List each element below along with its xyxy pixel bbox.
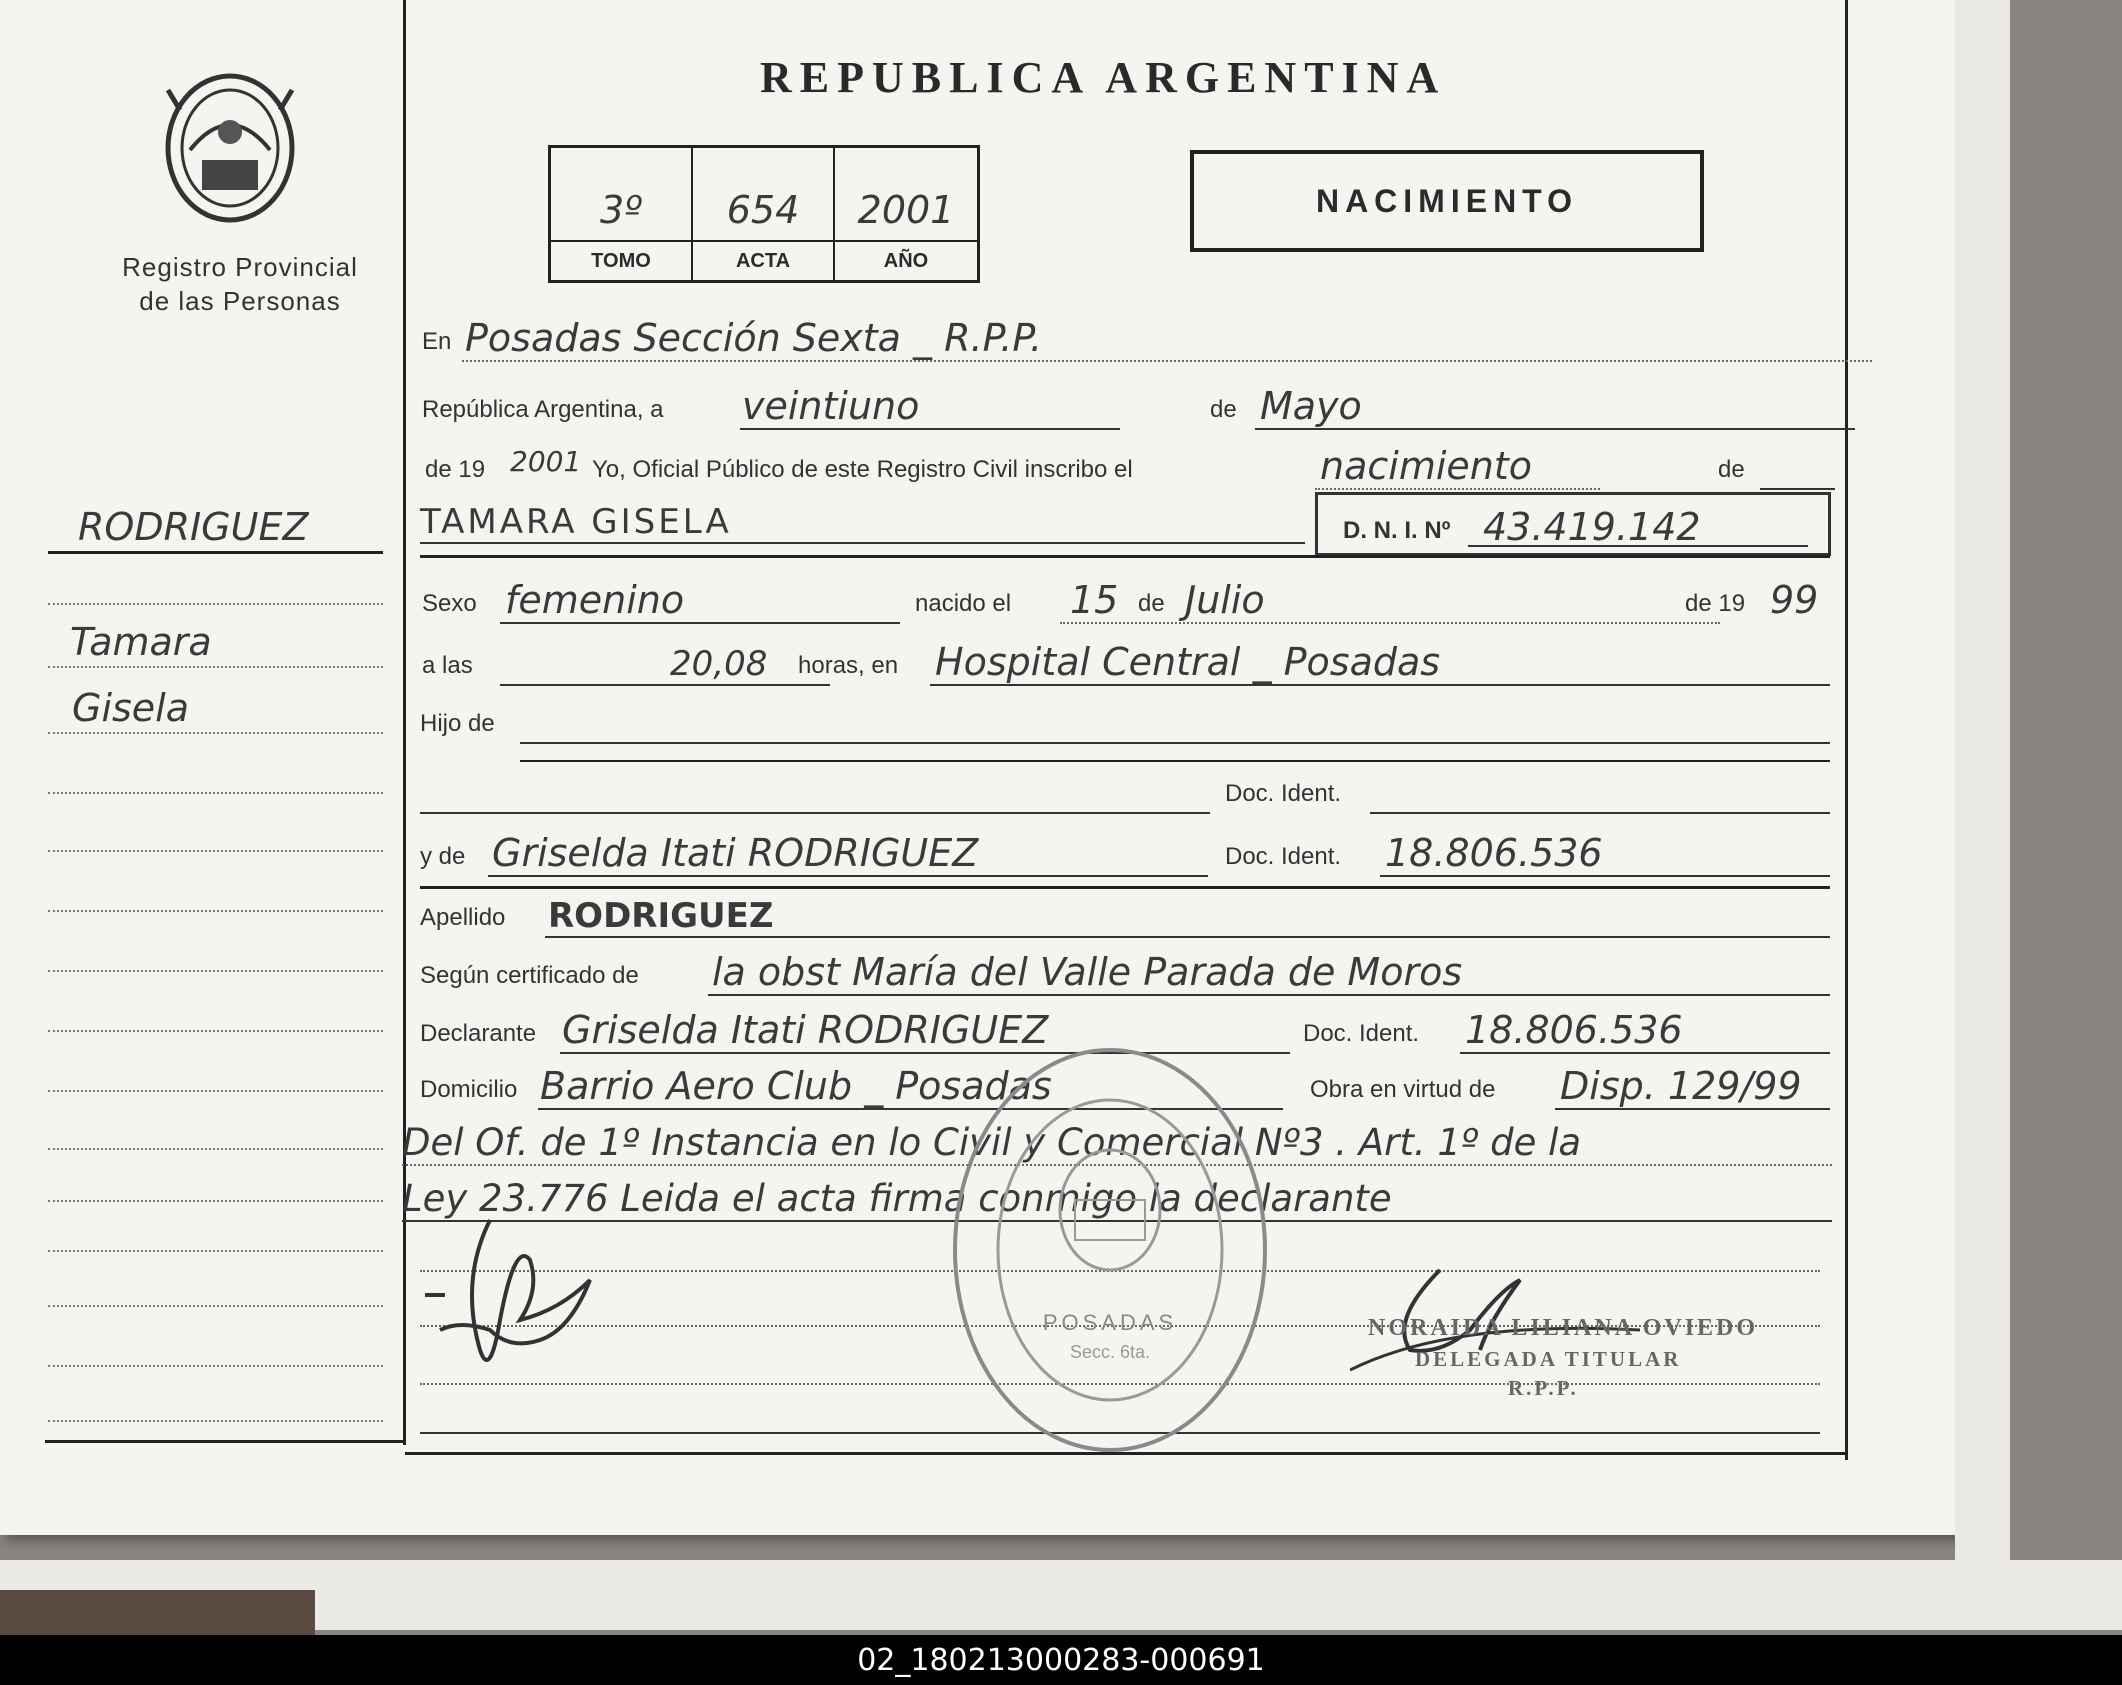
sexo-value: femenino [505, 578, 685, 622]
de-year-label: de 19 [425, 456, 486, 483]
row-hijo [420, 690, 1830, 746]
birth-line [1060, 622, 1720, 624]
row-mother [420, 823, 1830, 879]
official-office: R.P.P. [1508, 1376, 1579, 1400]
declarante-doc-label: Doc. Ident. [1303, 1020, 1420, 1047]
row-hour [420, 632, 1830, 688]
stub-line [48, 1365, 383, 1367]
sexo-label: Sexo [422, 590, 477, 617]
official-role: DELEGADA TITULAR [1415, 1347, 1682, 1371]
acta-value: 654 [726, 188, 800, 232]
registry-name-line2: de las Personas [139, 286, 341, 316]
segun-label: Según certificado de [420, 962, 639, 989]
notes-line2: Ley 23.776 Leida el acta firma conmigo la declarante [402, 1177, 1392, 1220]
tomo-value: 3º [599, 188, 643, 232]
en-label: En [422, 328, 452, 355]
y-de-label: y de [420, 843, 466, 870]
declarante-doc: 18.806.536 [1465, 1008, 1683, 1052]
stub-line [48, 666, 383, 668]
stub-surname: RODRIGUEZ [78, 505, 309, 549]
image-caption-bar [0, 1635, 2122, 1685]
a-las-label: a las [422, 652, 473, 679]
day-line [740, 428, 1120, 430]
de-label3: de [1138, 590, 1165, 617]
ano-value: 2001 [857, 188, 955, 232]
de-label2: de [1718, 456, 1745, 483]
place-line [930, 684, 1830, 686]
birth-year: 99 [1770, 578, 1819, 622]
hijo-line [520, 742, 1830, 744]
notes-line1: Del Of. de 1º Instancia en lo Civil y Comercial Nº3 . Art. 1º de la [402, 1121, 1582, 1164]
page-right-border [1845, 0, 1848, 1460]
month-line [1255, 428, 1855, 430]
sexo-line [500, 622, 900, 624]
hijo-label: Hijo de [420, 710, 495, 737]
horas-label: horas, en [798, 652, 899, 679]
stamp-section: Secc. 6ta. [1069, 1342, 1151, 1362]
row-en [420, 308, 1830, 364]
document-type: NACIMIENTO [1315, 182, 1579, 219]
stub-surname-line [48, 551, 383, 554]
republica-label: República Argentina, a [422, 396, 664, 423]
year-value: 2001 [510, 445, 582, 478]
month-value: Mayo [1260, 384, 1362, 428]
provincial-seal-icon [160, 70, 300, 225]
father-line [420, 812, 1210, 814]
oficial-text: Yo, Oficial Público de este Registro Civil inscribo el [592, 456, 1133, 483]
stub-line [48, 1148, 383, 1150]
registry-name-line1: Registro Provincial [122, 252, 358, 282]
obra-line [1555, 1108, 1830, 1110]
stub-line [48, 1200, 383, 1202]
place-value: Hospital Central _ Posadas [935, 640, 1441, 684]
name-value: TAMARA GISELA [420, 502, 732, 542]
ano-label: AÑO [835, 240, 977, 280]
domicilio-value: Barrio Aero Club _ Posadas [540, 1064, 1052, 1108]
stub-second-name: Gisela [72, 686, 190, 730]
stub-line [48, 1420, 383, 1422]
stub-line [48, 910, 383, 912]
hour-line [500, 684, 830, 686]
stub-line [48, 603, 383, 605]
stub-line [48, 1090, 383, 1092]
hour-value: 20,08 [670, 644, 768, 684]
acta-label: ACTA [693, 240, 833, 280]
document-title: REPUBLICA ARGENTINA [760, 53, 1447, 102]
stub-divider [403, 0, 406, 1445]
image-code: 02_180213000283-000691 [857, 1642, 1265, 1678]
mother-line [488, 875, 1208, 877]
name-line [420, 542, 1305, 544]
mother-doc-line [1380, 875, 1830, 877]
row-sexo [420, 570, 1830, 626]
stub-line [48, 1030, 383, 1032]
en-value: Posadas Sección Sexta _ R.P.P. [465, 316, 1043, 360]
stub-line [48, 970, 383, 972]
obra-label: Obra en virtud de [1310, 1076, 1496, 1103]
dni-box [1315, 492, 1831, 556]
declarante-value: Griselda Itati RODRIGUEZ [562, 1008, 1049, 1052]
stub-line [48, 1305, 383, 1307]
mother-value: Griselda Itati RODRIGUEZ [492, 831, 979, 875]
document-type-box [1190, 150, 1704, 252]
declarant-signature [420, 1200, 620, 1380]
day-value: veintiuno [742, 384, 920, 428]
page-edge [1955, 0, 2010, 1560]
book-edge [0, 1560, 2122, 1630]
declarante-doc-line [1460, 1052, 1830, 1054]
row-oficial [420, 436, 1830, 492]
birth-month: Julio [1185, 578, 1265, 622]
ano-cell [835, 148, 977, 280]
doc-ident-label: Doc. Ident. [1225, 780, 1342, 807]
birth-year-label: de 19 [1685, 590, 1746, 617]
row-segun [420, 942, 1830, 998]
mother-doc-label: Doc. Ident. [1225, 843, 1342, 870]
mother-doc: 18.806.536 [1385, 831, 1603, 875]
row-republica [420, 376, 1830, 432]
birth-day: 15 [1070, 578, 1119, 622]
obra-value: Disp. 129/99 [1560, 1064, 1802, 1108]
de-label: de [1210, 396, 1237, 423]
book-cover-corner [0, 1590, 315, 1635]
row-apellido [420, 884, 1830, 940]
stub-line [48, 732, 383, 734]
nacido-label: nacido el [915, 590, 1012, 617]
stub-line [48, 1250, 383, 1252]
apellido-value: RODRIGUEZ [548, 896, 774, 936]
apellido-label: Apellido [420, 904, 506, 931]
dni-label: D. N. I. Nº [1343, 517, 1451, 544]
stub-line [48, 792, 383, 794]
stub-line [48, 850, 383, 852]
tomo-label: TOMO [551, 240, 691, 280]
stub-bottom-border [45, 1440, 403, 1443]
en-line [462, 360, 1872, 362]
official-name: NORAIDA LILIANA OVIEDO [1368, 1315, 1759, 1341]
domicilio-label: Domicilio [420, 1076, 518, 1103]
stub-first-name: Tamara [70, 620, 212, 664]
registry-stamp [945, 1040, 1275, 1460]
acta-cell [693, 148, 835, 280]
inscribo-value: nacimiento [1320, 444, 1533, 488]
row-divider [420, 555, 1830, 558]
apellido-line [545, 936, 1830, 938]
declarante-label: Declarante [420, 1020, 537, 1047]
dni-value: 43.419.142 [1483, 505, 1701, 549]
segun-line [708, 994, 1830, 996]
segun-value: la obst María del Valle Parada de Moros [712, 950, 1463, 994]
stamp-city: POSADAS [1042, 1310, 1178, 1335]
dni-line [1468, 545, 1808, 547]
father-doc-line [1370, 812, 1830, 814]
row-father-doc [420, 760, 1830, 816]
tomo-cell [551, 148, 693, 280]
reference-table [548, 145, 980, 283]
